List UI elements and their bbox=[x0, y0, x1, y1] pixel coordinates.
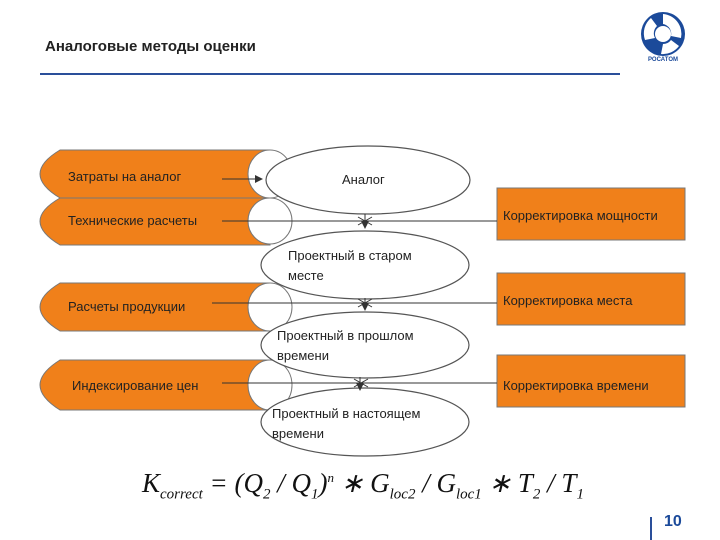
formula-q-slash: / Q bbox=[270, 468, 311, 498]
formula-g: ∗ G bbox=[334, 468, 390, 498]
formula-t2-sub: 2 bbox=[532, 486, 541, 503]
left-label-2: Технические расчеты bbox=[68, 213, 198, 228]
formula-exp: n bbox=[327, 470, 334, 485]
ellipse-label-old-place: Проектный в старом месте bbox=[288, 248, 412, 283]
left-label-3: Расчеты продукции bbox=[68, 299, 186, 314]
formula-q1-sub: 1 bbox=[311, 486, 319, 503]
page-number-bar bbox=[650, 517, 652, 540]
formula-k-sub: correct bbox=[160, 486, 203, 503]
ellipse-label-past-time: Проектный в прошлом времени bbox=[277, 328, 414, 363]
ellipse-label-present-time: Проектный в настоящем времени bbox=[272, 406, 421, 441]
slide-title: Аналоговые методы оценки bbox=[45, 38, 256, 55]
formula-t-slash: / T bbox=[540, 468, 577, 498]
formula-g-slash: / G bbox=[415, 468, 456, 498]
right-label-2: Корректировка места bbox=[503, 293, 633, 308]
formula-q2-sub: 2 bbox=[263, 486, 271, 503]
right-label-1: Корректировка мощности bbox=[503, 208, 658, 223]
left-label-4: Индексирование цен bbox=[72, 378, 199, 393]
page-number: 10 bbox=[664, 513, 682, 530]
formula-q-close: ) bbox=[318, 468, 328, 498]
formula-k: K bbox=[142, 468, 161, 498]
ellipse-label-analog: Аналог bbox=[342, 172, 385, 187]
formula-t1-sub: 1 bbox=[576, 486, 584, 503]
right-label-3: Корректировка времени bbox=[503, 378, 649, 393]
formula bbox=[142, 468, 584, 503]
formula-q-open: = (Q bbox=[209, 468, 263, 498]
formula-g1-sub: loc1 bbox=[455, 486, 482, 503]
left-label-1: Затраты на аналог bbox=[68, 169, 182, 184]
formula-g2-sub: loc2 bbox=[389, 486, 416, 503]
logo-text: РОСАТОМ bbox=[648, 57, 678, 63]
formula-t: ∗ T bbox=[481, 468, 533, 498]
